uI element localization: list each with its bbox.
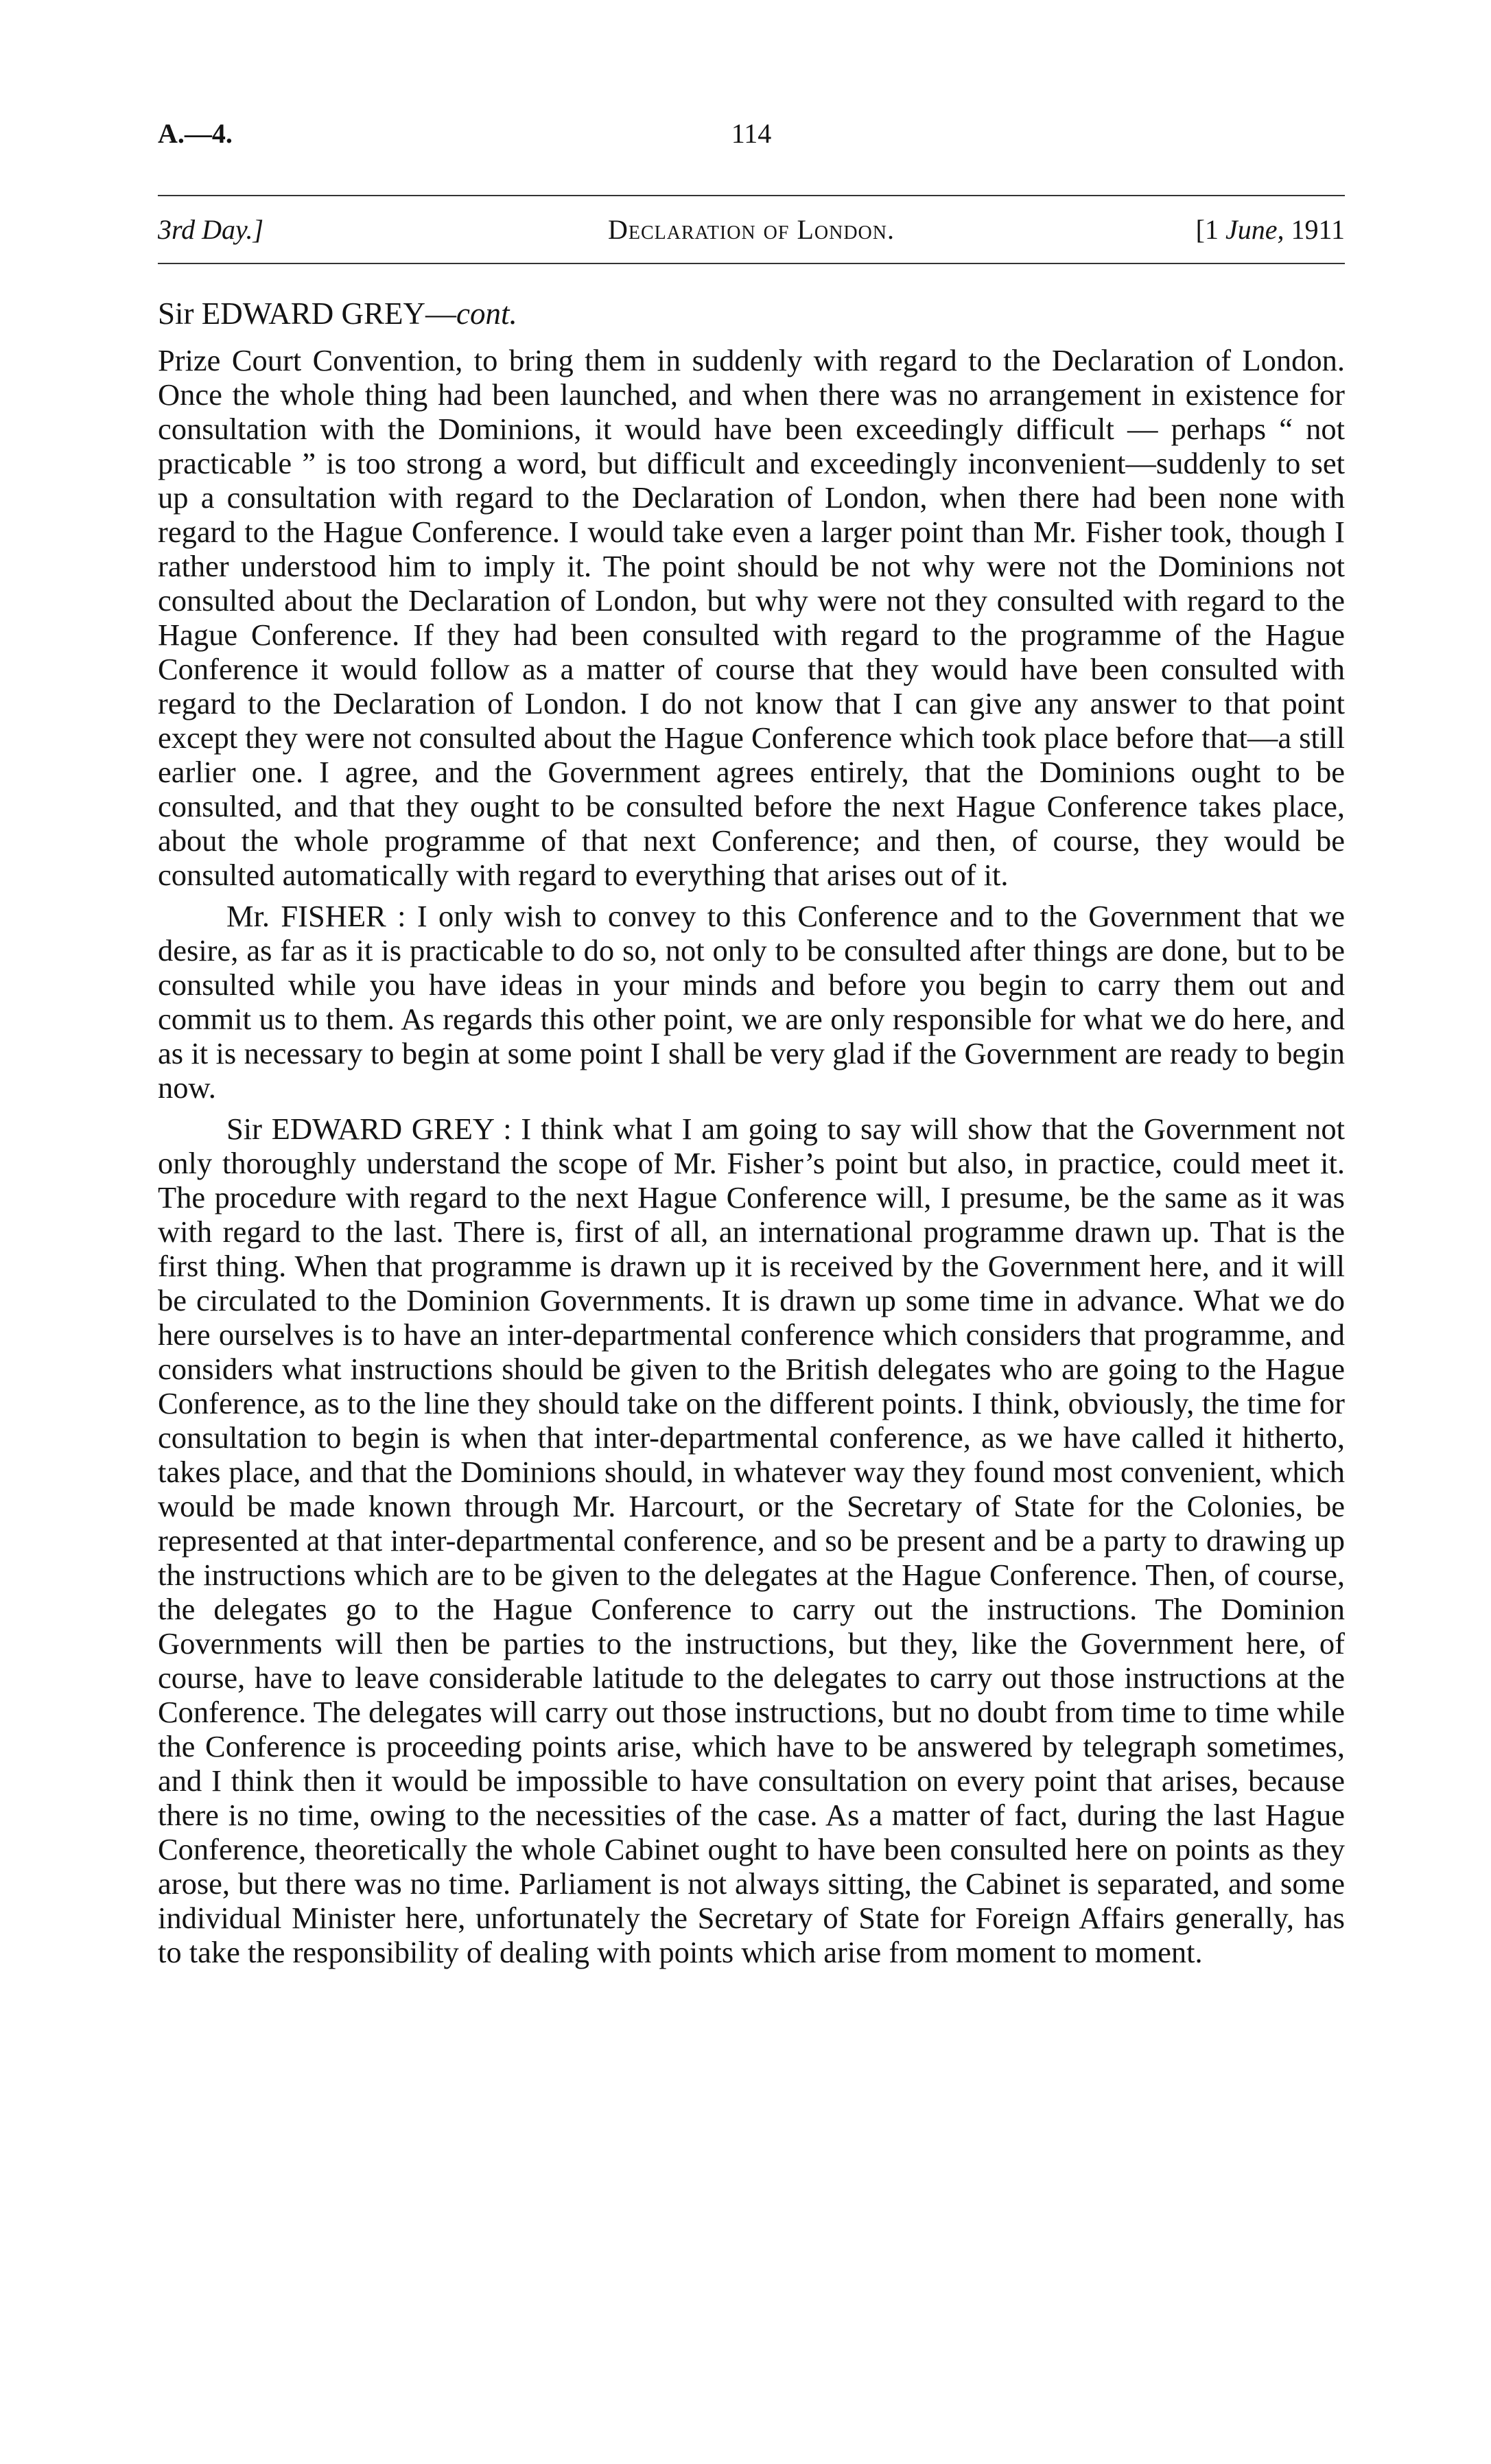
page-number: 114 xyxy=(731,118,772,149)
running-head xyxy=(158,206,1345,254)
running-head-title: Declaration of London. xyxy=(608,214,895,245)
speaker-name: Sir EDWARD GREY— xyxy=(158,296,456,331)
speaker-heading xyxy=(158,292,1345,336)
running-head-date xyxy=(1196,206,1345,254)
paragraph-grey-reply: Sir EDWARD GREY : I think what I am going to say will show that the Government not only thoroughly understand the scope of Mr. Fisher’s point but also, in practice, could meet it. The procedure with regard to the next Hague Conference will, I presume, be the same as it was with regard to the last. There is, first of all, an international programme drawn up. That is the first thing. When that programme is drawn up it is received by the Government here, and it will be circulated to the Dominion Governments. It is drawn up some time in advance. What we do here ourselves is to have an inter-departmental conference which considers that programme, and considers what instructions should be given to the British delegates who are going to the Hague Conference, as to the line they should take on the different points. I think, obviously, the time for consultation to begin is when that inter-departmental conference, as we have called it hitherto, takes place, and that the Dominions should, in whatever way they found most convenient, which would be made known through Mr. Harcourt, or the Secretary of State for the Colonies, be represented at that inter-departmental conference, and so be present and be a party to drawing up the instructions which are to be given to the delegates at the Hague Conference. Then, of course, the delegates go to the Hague Conference to carry out the instructions. The Dominion Governments will then be parties to the instructions, but they, like the Government here, of course, have to leave considerable latitude to the delegates to carry out those instructions at the Conference. The delegates will carry out those instructions, but no doubt from time to time while the Conference is proceeding points arise, which have to be answered by telegraph sometimes, and I think then it would be impossible to have consultation on every point that arises, because there is no time, owing to the necessities of the case. As a matter of fact, during the last Hague Conference, theoretically the whole Cabinet ought to have been consulted here on points as they arose, but there was no time. Parliament is not always sitting, the Cabinet is separated, and some individual Minister here, unfortunately the Secretary of State for Foreign Affairs generally, has to take the responsibility of dealing with points which arise from moment to moment. xyxy=(158,1112,1345,1969)
document-reference: A.—4. xyxy=(158,118,233,149)
paragraph-continued-speech: Prize Court Convention, to bring them in suddenly with regard to the Declaration of London. Once the whole thing had been launched, and when there was no arrangement in existence for consultation with the Dominions, it would have been exceedingly difficult — perhaps “ not practicable ” is too strong a word, but difficult and exceedingly inconvenient—suddenly to set up a consultation with regard to the Declaration of London, when there had been none with regard to the Hague Conference. I would take even a larger point than Mr. Fisher took, though I rather understood him to imply it. The point should be not why were not the Dominions not consulted about the Declaration of London, but why were not they consulted with regard to the Hague Conference. If they had been consulted with regard to the programme of the Hague Conference it would follow as a matter of course that they would have been consulted with regard to the Declaration of London. I do not know that I can give any answer to that point except they were not consulted about the Hague Conference which took place before that—a still earlier one. I agree, and the Government agrees entirely, that the Dominions ought to be consulted, and that they ought to be consulted before the next Hague Conference takes place, about the whole programme of that next Conference; and then, of course, they would be consulted automatically with regard to everything that arises out of it. xyxy=(158,343,1345,892)
header-rule-bottom xyxy=(158,263,1345,264)
speaker-cont: cont. xyxy=(456,296,517,331)
page-top-line xyxy=(158,113,1345,154)
body-text xyxy=(158,343,1345,1976)
date-prefix: [1 xyxy=(1195,214,1225,245)
header-rule-top xyxy=(158,195,1345,196)
paragraph-fisher: Mr. FISHER : I only wish to convey to this Conference and to the Government that we desire, as far as it is practicable to do so, not only to be consulted after things are done, but to be consulted while you have ideas in your minds and before you begin to carry them out and commit us to them. As regards this other point, we are only responsible for what we do here, and as it is necessary to begin at some point I shall be very glad if the Government are ready to begin now. xyxy=(158,899,1345,1105)
running-head-day: 3rd Day.] xyxy=(158,214,264,245)
date-year: 1911 xyxy=(1284,214,1345,245)
date-month: June, xyxy=(1225,214,1284,245)
